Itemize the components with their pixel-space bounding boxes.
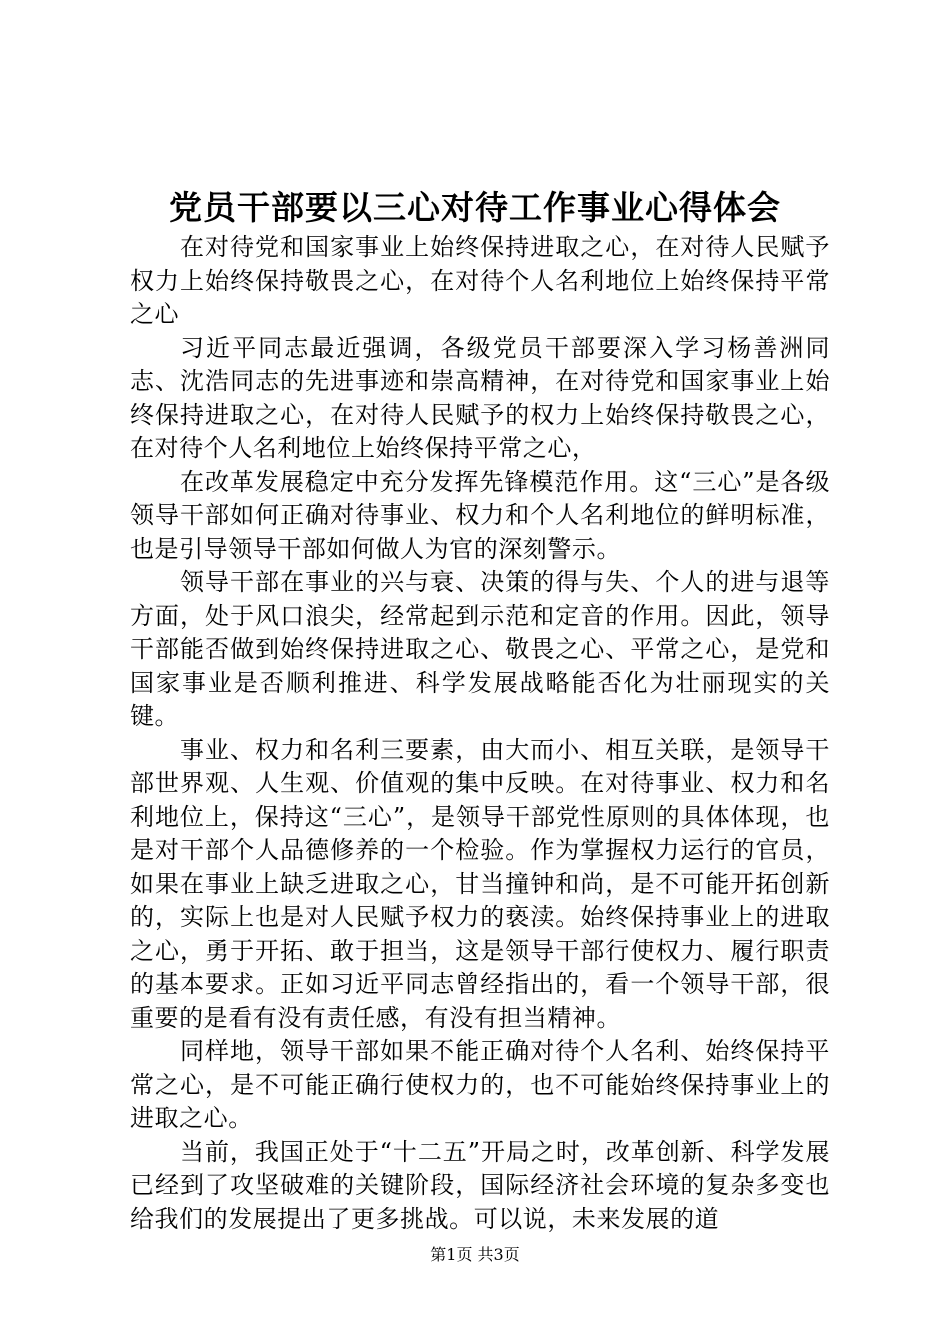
- paragraph: 当前，我国正处于“十二五”开局之时，改革创新、科学发展已经到了攻坚破难的关键阶段，国际经济社会环境的复杂多变也给我们的发展提出了更多挑战。可以说，未来发展的道: [130, 1137, 830, 1233]
- paragraph: 领导干部在事业的兴与衰、决策的得与失、个人的进与退等方面，处于风口浪尖，经常起到示范和定音的作用。因此，领导干部能否做到始终保持进取之心、敬畏之心、平常之心，是党和国家事业是否顺利推进、科学发展战略能否化为壮丽现实的关键。: [130, 568, 830, 730]
- page-number-footer: 第1页 共3页: [430, 1245, 520, 1264]
- paragraph: 在对待党和国家事业上始终保持进取之心，在对待人民赋予权力上始终保持敬畏之心，在对待个人名利地位上始终保持平常之心: [130, 233, 830, 328]
- document-body: [130, 231, 830, 1236]
- paragraph: 事业、权力和名利三要素，由大而小、相互关联，是领导干部世界观、人生观、价值观的集中反映。在对待事业、权力和名利地位上，保持这“三心”，是领导干部党性原则的具体体现，也是对干部个人品德修养的一个检验。作为掌握权力运行的官员，如果在事业上缺乏进取之心，甘当撞钟和尚，是不可能开拓创新的，实际上也是对人民赋予权力的亵渎。始终保持事业上的进取之心，勇于开拓、敢于担当，这是领导干部行使权力、履行职责的基本要求。正如习近平同志曾经指出的，看一个领导干部，很重要的是看有没有责任感，有没有担当精神。: [130, 735, 830, 1032]
- paragraph: 在改革发展稳定中充分发挥先锋模范作用。这“三心”是各级领导干部如何正确对待事业、权力和个人名利地位的鲜明标准，也是引导领导干部如何做人为官的深刻警示。: [130, 467, 830, 563]
- document-title: 党员干部要以三心对待工作事业心得体会: [169, 188, 781, 227]
- paragraph: 同样地，领导干部如果不能正确对待个人名利、始终保持平常之心，是不可能正确行使权力的，也不可能始终保持事业上的进取之心。: [130, 1037, 830, 1132]
- paragraph: 习近平同志最近强调，各级党员干部要深入学习杨善洲同志、沈浩同志的先进事迹和崇高精神，在对待党和国家事业上始终保持进取之心，在对待人民赋予的权力上始终保持敬畏之心，在对待个人名利地位上始终保持平常之心，: [130, 333, 830, 462]
